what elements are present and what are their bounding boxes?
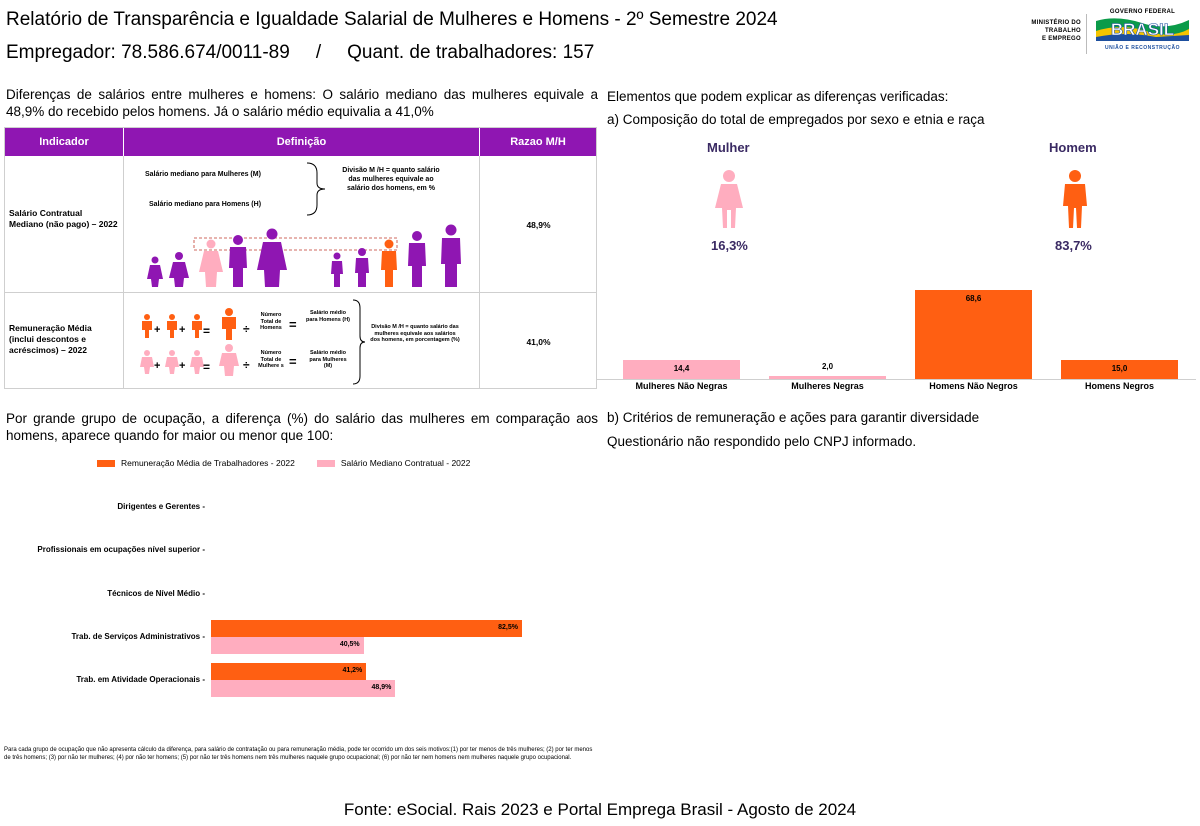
composition-category-label: Mulheres Negras: [791, 381, 864, 391]
indicator-median: Salário Contratual Mediano (não pago) – 2022: [9, 208, 118, 229]
chart-axis: [596, 379, 1196, 380]
employer-id: Empregador: 78.586.674/0011-89: [6, 42, 290, 63]
sum-equation-icon: [135, 302, 263, 382]
occupation-bar-value: 82,5%: [498, 624, 518, 631]
composition-category-label: Homens Negros: [1084, 381, 1155, 391]
occupation-category-label: Profissionais em ocupações nível superior -: [37, 545, 205, 554]
gov-label: GOVERNO FEDERAL: [1109, 9, 1176, 15]
composition-bar: [915, 290, 1032, 379]
ministry-line-2: TRABALHO: [1044, 28, 1081, 34]
occupation-text: Por grande grupo de ocupação, a diferença (%) do salário das mulheres em comparação aos homens, aparece quando for maior ou menor que 100:: [6, 411, 598, 443]
composition-bar-value: 15,0: [1111, 363, 1128, 373]
women-label: Mulher: [707, 140, 750, 155]
separator: /: [315, 42, 322, 63]
svg-text:÷: ÷: [243, 322, 250, 336]
composition-bar-value: 2,0: [821, 362, 834, 372]
footnote: Para cada grupo de ocupação que não apresenta cálculo da diferença, para salário de contratação ou para remuneração média, pode ter ocorrido um dos seis motivos:(1) por ter menos de três mulheres; (2) por ter menos de três homens; (3) por não ter mulheres; (4) por não ter homens; (5) por não ter três homens nem três mulheres naquele grupo ocupacional; (6) por não ter nem homens nem mulheres naquele grupo ocupacional.: [4, 747, 593, 761]
brace-icon: [305, 161, 329, 217]
occupation-category-label: Dirigentes e Gerentes -: [117, 502, 205, 511]
occupation-bar-value: 41,2%: [342, 667, 363, 674]
indicator-average: Remuneração Média (inclui descontos e acréscimos) – 2022: [9, 323, 92, 355]
occupation-bar-value: 40,5%: [339, 641, 360, 648]
col-divider: [123, 156, 124, 388]
svg-text:+: +: [179, 324, 186, 336]
header-definition: Definição: [124, 128, 480, 156]
ratio-average: 41,0%: [526, 337, 551, 347]
equals-sign: =: [289, 354, 297, 369]
occupation-category-label: Trab. em Atividade Operacionais -: [76, 675, 205, 684]
svg-text:+: +: [154, 360, 161, 372]
brasil-logo: [1096, 17, 1189, 41]
occupation-category-label: Trab. de Serviços Administrativos -: [71, 632, 205, 641]
uniao-label: UNIÃO E RECONSTRUÇÃO: [1104, 45, 1180, 51]
woman-icon: [712, 170, 746, 230]
svg-text:+: +: [179, 360, 186, 372]
women-pct: 16,3%: [711, 238, 748, 253]
legend-swatch-median: [317, 460, 335, 467]
logo-divider: [1086, 14, 1087, 54]
men-label: Homem: [1049, 140, 1097, 155]
criteria-answer: Questionário não respondido pelo CNPJ informado.: [607, 434, 917, 449]
ministry-line-3: E EMPREGO: [1041, 36, 1081, 42]
svg-text:+: +: [154, 324, 161, 336]
header-indicator: Indicador: [5, 128, 124, 156]
legend-swatch-average: [97, 460, 115, 467]
elements-heading: Elementos que podem explicar as diferenças verificadas:: [607, 89, 949, 104]
man-icon: [1059, 170, 1091, 230]
ministry-logo: [1011, 19, 1081, 43]
avg-women: Salário médio para Mulheres (M): [309, 350, 347, 369]
composition-bar-value: 14,4: [673, 364, 690, 374]
indicator-table: [4, 127, 597, 389]
occupation-category-label: Técnicos de Nível Médio -: [107, 589, 205, 598]
composition-category-label: Homens Não Negros: [929, 381, 1018, 391]
def-median-women: Salário mediano para Mulheres (M): [145, 171, 261, 178]
header-ratio: Razao M/H: [480, 128, 596, 156]
svg-text:=: =: [203, 360, 211, 374]
composition-category-label: Mulheres Não Negras: [635, 381, 728, 391]
worker-count: Quant. de trabalhadores: 157: [347, 42, 595, 63]
avg-men: Salário médio para Homens (H): [305, 310, 350, 323]
intro-text: Diferenças de salários entre mulheres e homens: O salário mediano das mulheres equivale a 48,9% do recebido pelos homens. Já o salário médio equivalia a 41,0%: [6, 87, 598, 119]
svg-text:=: =: [203, 324, 211, 338]
def-median-men: Salário mediano para Homens (H): [149, 201, 262, 208]
legend-median: Salário Mediano Contratual - 2022: [340, 458, 471, 468]
legend-average: Remuneração Média de Trabalhadores - 2022: [121, 458, 295, 468]
def-median-division: Divisão M /H = quanto salário das mulheres equivale ao salário dos homens, em %: [342, 167, 440, 192]
svg-text:÷: ÷: [243, 358, 250, 372]
equals-sign: =: [289, 317, 297, 332]
employer-line: [6, 42, 594, 64]
composition-bar-value: 68,6: [965, 294, 982, 303]
def-average-division: Divisão M /H = quanto salário das mulheres equivale aos salários dos homens, em porcentagem (%): [370, 324, 460, 343]
people-row-icon: [131, 224, 471, 290]
source-line: Fonte: eSocial. Rais 2023 e Portal Emprega Brasil - Agosto de 2024: [343, 800, 857, 819]
criteria-heading: b) Critérios de remuneração e ações para garantir diversidade: [607, 410, 980, 425]
num-men: Número Total de Homens: [260, 312, 282, 331]
chart-legend: [97, 458, 470, 468]
ministry-line-1: MINISTÉRIO DO: [1031, 20, 1081, 26]
brace-icon: [351, 298, 367, 386]
report-title: Relatório de Transparência e Igualdade Salarial de Mulheres e Homens - 2º Semestre 2024: [6, 9, 778, 30]
composition-heading: a) Composição do total de empregados por sexo e etnia e raça: [607, 112, 985, 127]
ratio-median: 48,9%: [526, 220, 551, 230]
brasil-wordmark: BRASIL: [1110, 20, 1175, 39]
num-women: Número Total de Mulhere s: [258, 350, 284, 369]
col-divider: [479, 156, 480, 388]
row-divider: [5, 292, 596, 293]
occupation-bar: [211, 620, 522, 637]
occupation-bar-value: 48,9%: [371, 684, 392, 691]
men-pct: 83,7%: [1055, 238, 1092, 253]
